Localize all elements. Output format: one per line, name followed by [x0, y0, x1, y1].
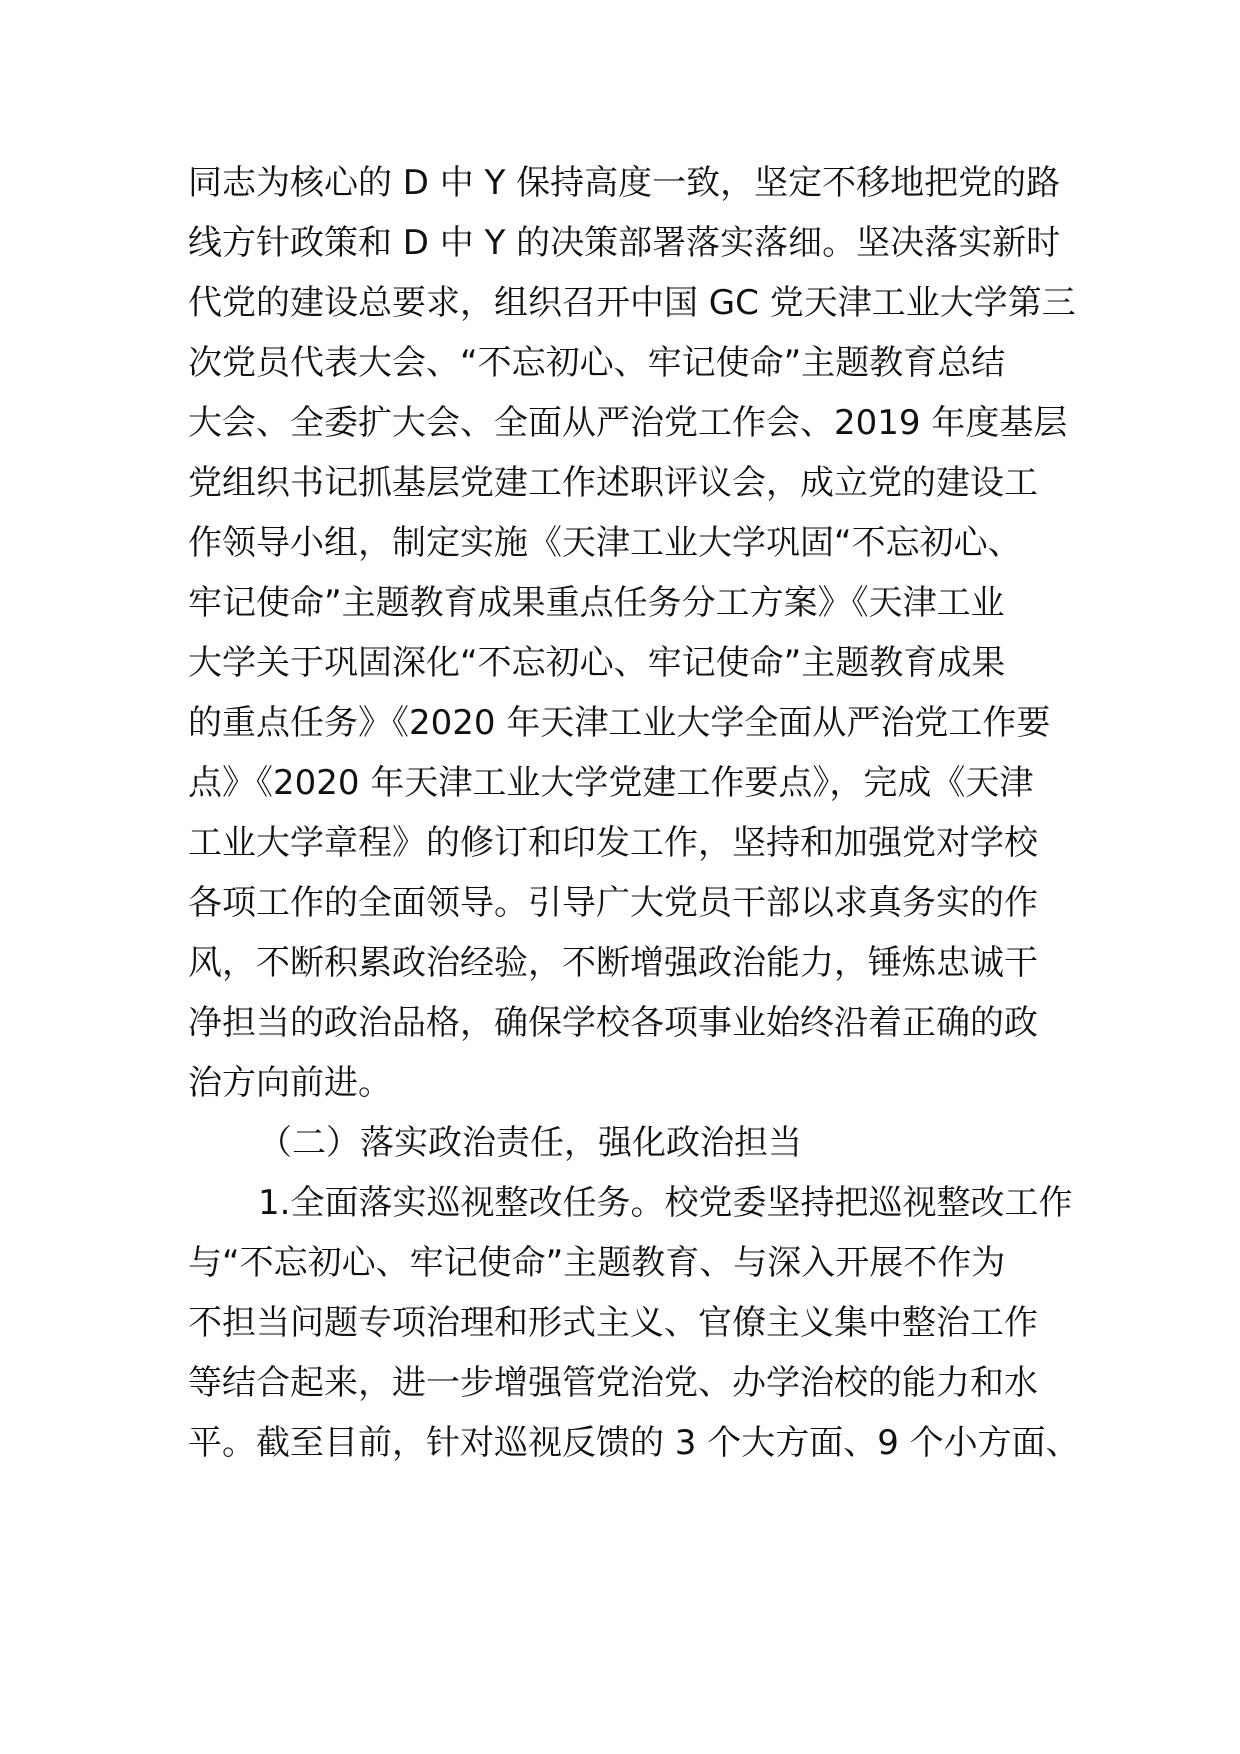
body-text-line: 线方针政策和 D 中 Y 的决策部署落实落细。坚决落实新时 [188, 223, 1061, 263]
body-text-line: 作领导小组，制定实施《天津工业大学巩固“不忘初心、 [188, 523, 1022, 563]
body-text-line: 风，不断积累政治经验，不断增强政治能力，锤炼忠诚干 [188, 943, 1038, 983]
body-text-line: 工业大学章程》的修订和印发工作，坚持和加强党对学校 [188, 823, 1038, 863]
body-text-line: 大学关于巩固深化“不忘初心、牢记使命”主题教育成果 [188, 643, 1006, 683]
body-text-line: 净担当的政治品格，确保学校各项事业始终沿着正确的政 [188, 1003, 1038, 1043]
section-heading: （二）落实政治责任，强化政治担当 [258, 1123, 802, 1163]
body-text-line: 1.全面落实巡视整改任务。校党委坚持把巡视整改工作 [258, 1183, 1073, 1223]
body-text-line: 治方向前进。 [188, 1063, 392, 1103]
body-text-line: 与“不忘初心、牢记使命”主题教育、与深入开展不作为 [188, 1243, 1006, 1283]
body-text-line: 不担当问题专项治理和形式主义、官僚主义集中整治工作 [188, 1303, 1038, 1343]
body-text-line: 党组织书记抓基层党建工作述职评议会，成立党的建设工 [188, 463, 1038, 503]
body-text-line: 牢记使命”主题教育成果重点任务分工方案》《天津工业 [188, 583, 1005, 623]
body-text-line: 平。截至目前，针对巡视反馈的 3 个大方面、9 个小方面、 [188, 1423, 1080, 1463]
body-text-line: 点》《2020 年天津工业大学党建工作要点》，完成《天津 [188, 763, 1034, 803]
body-text-line: 各项工作的全面领导。引导广大党员干部以求真务实的作 [188, 883, 1038, 923]
body-text-line: 等结合起来，进一步增强管党治党、办学治校的能力和水 [188, 1363, 1038, 1403]
body-text-line: 同志为核心的 D 中 Y 保持高度一致，坚定不移地把党的路 [188, 163, 1061, 203]
body-text-line: 的重点任务》《2020 年天津工业大学全面从严治党工作要 [188, 703, 1051, 743]
body-text-line: 代党的建设总要求，组织召开中国 GC 党天津工业大学第三 [188, 283, 1076, 323]
body-text-line: 次党员代表大会、“不忘初心、牢记使命”主题教育总结 [188, 343, 1006, 383]
body-text-line: 大会、全委扩大会、全面从严治党工作会、2019 年度基层 [188, 403, 1068, 443]
